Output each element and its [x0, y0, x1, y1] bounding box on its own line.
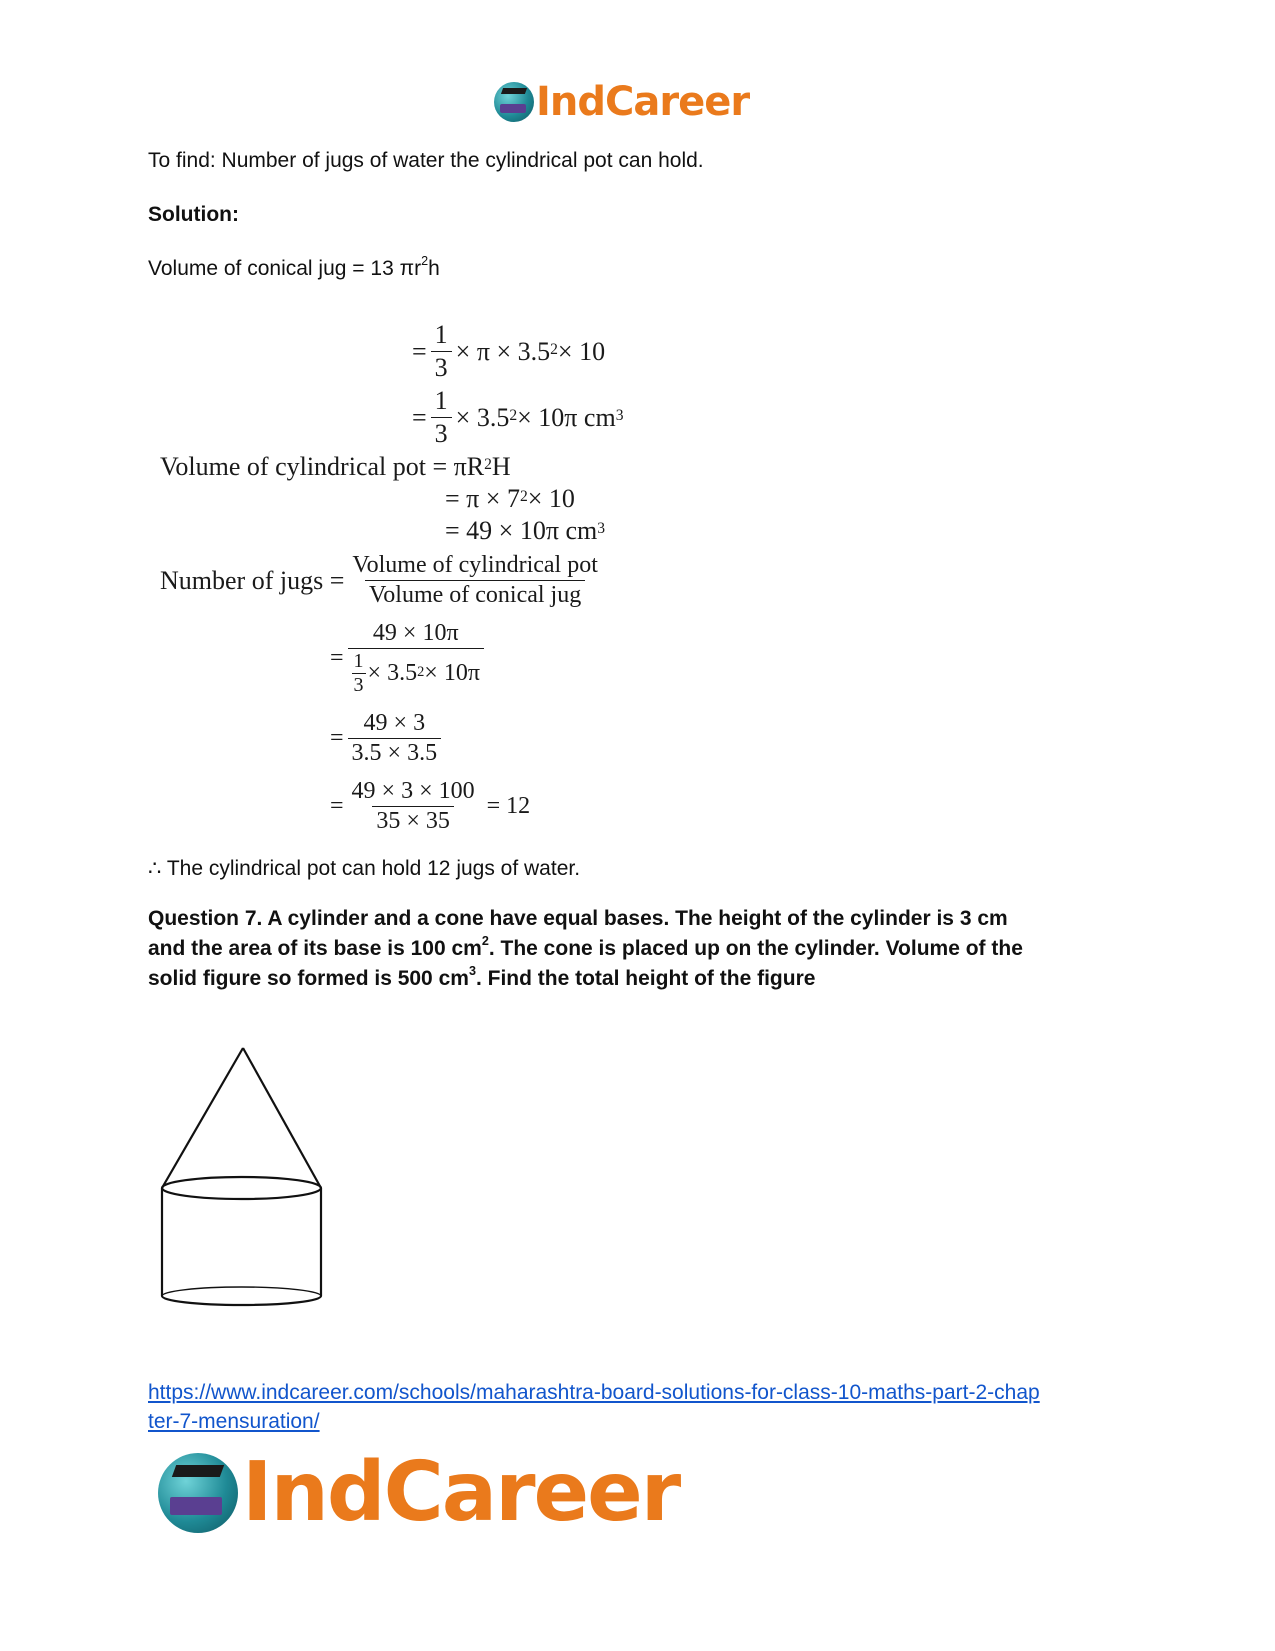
- fraction: $\frac{1}{3}$: [431, 320, 452, 383]
- fraction: $\frac{1}{3}$: [431, 386, 452, 449]
- globe-graduation-cap-icon: [158, 1453, 238, 1533]
- fraction: $\frac{\text{Volume of cylindrical pot}}{\text{Volume of conical jug}}$: [352, 552, 598, 608]
- cone-volume-formula: Volume of conical jug = 13 $\pi r^2h$: [148, 254, 440, 280]
- fraction: $\frac{1}{3}$: [353, 650, 364, 696]
- jugs-step-a: = 49 × 10π $\frac{1}{3}$ × 3.5 $^2$ × 10π: [330, 620, 488, 697]
- cylinder-top-ellipse: [162, 1177, 321, 1199]
- source-link[interactable]: https://www.indcareer.com/schools/maharashtra-board-solutions-for-class-10-maths-part-2-chap ter-7-mensuration/: [148, 1381, 1040, 1433]
- fraction: 49 × 10π $\frac{1}{3}$ × 3.5 $^2$ × 10π: [348, 620, 484, 697]
- logo-text: IndCareer: [536, 79, 750, 125]
- solution-heading: Solution:: [148, 203, 239, 226]
- cylinder-step-2: = 49 × 10π cm $^3$: [445, 516, 606, 545]
- cone-on-cylinder-figure: [150, 1040, 330, 1310]
- header-logo: [494, 80, 749, 124]
- fraction: $\frac{49 \times 3 \times 100}{35 \times 35}$: [351, 778, 475, 834]
- cylinder-volume-formula: Volume of cylindrical pot = πR $^2$ H: [160, 452, 511, 481]
- cylinder-bottom-front-arc: [162, 1296, 321, 1305]
- footer-logo-text: IndCareer: [242, 1445, 680, 1540]
- number-of-jugs-formula: Number of jugs = $\frac{\text{Volume of cylindrical pot}}{\text{Volume of conical jug}}$: [160, 552, 606, 609]
- footer-logo: [158, 1445, 680, 1540]
- to-find-text: To find: Number of jugs of water the cylindrical pot can hold.: [148, 149, 704, 172]
- cylinder-step-1: = π × 7 $^2$ × 10: [445, 484, 575, 513]
- fraction: $\frac{49 \times 3}{3.5 \times 3.5}$: [348, 710, 442, 767]
- cone-left-edge: [162, 1048, 243, 1188]
- question-7: Question 7. A cylinder and a cone have equal bases. The height of the cylinder is 3 cm and the area of its base is 100 $cm^2$. The cone is placed up on the cylinder. Volume of the solid figure so formed is 500 $cm^3$. Find the total height of the figure: [148, 907, 1023, 990]
- jugs-step-c: = $\frac{49 \times 3 \times 100}{35 \times 35}$ = 12: [330, 778, 531, 834]
- conclusion-text: ∴ The cylindrical pot can hold 12 jugs of water.: [148, 857, 581, 880]
- cone-step-2: = $\frac{1}{3}$ × 3.5 $^2$ × 10π cm $^3$: [412, 386, 624, 448]
- cone-right-edge: [243, 1048, 321, 1188]
- jugs-step-b: = $\frac{49 \times 3}{3.5 \times 3.5}$: [330, 710, 445, 767]
- cone-step-1: = $\frac{1}{3}$ × π × 3.5 $^2$ × 10: [412, 320, 606, 382]
- globe-graduation-cap-icon: [494, 82, 534, 122]
- cylinder-bottom-back-arc: [162, 1287, 321, 1296]
